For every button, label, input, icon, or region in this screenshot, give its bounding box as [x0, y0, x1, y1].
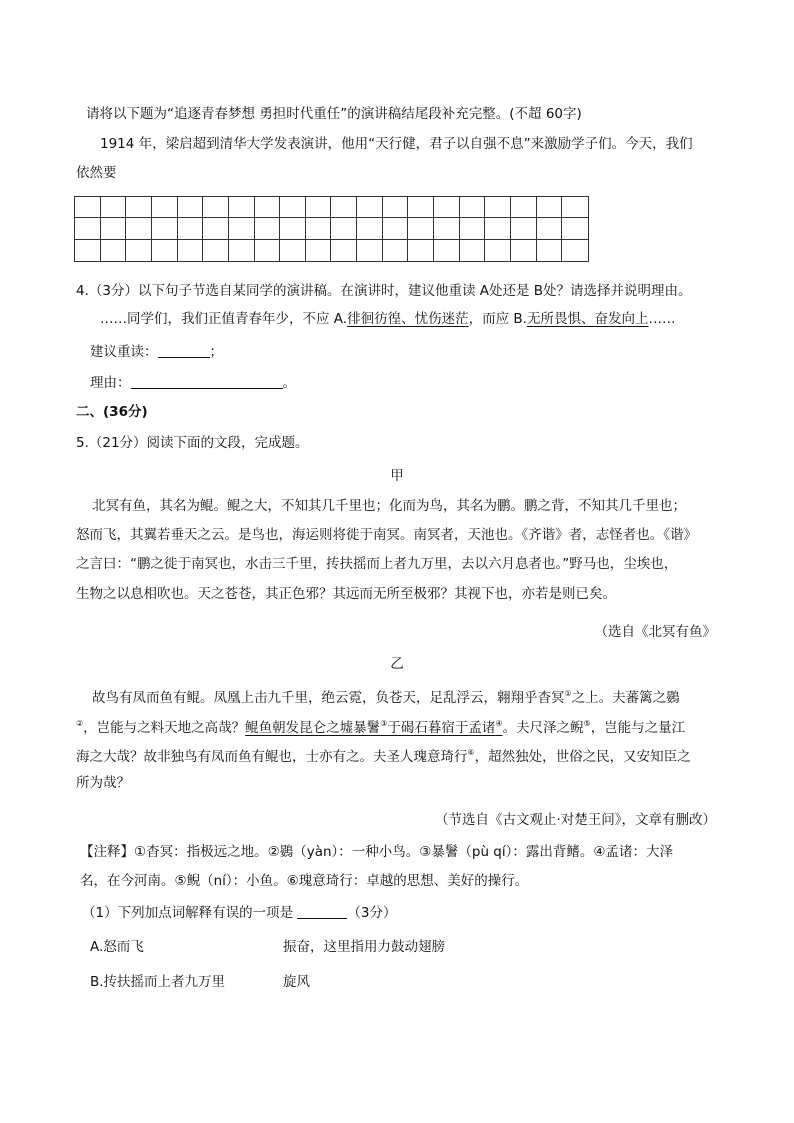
- footnote-ref: ⑥: [467, 748, 475, 757]
- yi-text: 之上。夫蕃篱之鷃: [571, 690, 680, 706]
- grid-cell[interactable]: [511, 218, 537, 239]
- footnote-ref: ④: [495, 719, 503, 728]
- yi-text: ，岂能与之料天地之高哉？: [83, 720, 246, 736]
- q5-stem: 5.（21分）阅读下面的文段，完成题。: [76, 435, 309, 451]
- option-explanation: 振奋，这里指用力鼓动翅膀: [283, 939, 445, 955]
- suggest-line: [90, 343, 223, 361]
- yi-underlined: 于碣石暮宿于孟诸: [387, 720, 496, 736]
- grid-cell[interactable]: [306, 197, 332, 218]
- grid-cell[interactable]: [126, 240, 152, 261]
- q3-context: 1914 年，梁启超到清华大学发表演讲，他用“天行健，君子以自强不息”来激励学子们。今天，我们: [100, 136, 693, 152]
- grid-cell[interactable]: [75, 197, 101, 218]
- answer-blank[interactable]: [297, 906, 347, 919]
- reason-label: 理由：: [90, 375, 131, 391]
- yi-line: [76, 715, 685, 737]
- grid-cell[interactable]: [408, 218, 434, 239]
- grid-cell[interactable]: [75, 240, 101, 261]
- grid-cell[interactable]: [408, 197, 434, 218]
- jia-line: 北冥有鱼，其名为鲲。鲲之大，不知其几千里也；化而为鸟，其名为鹏。鹏之背，不知其几千里也；: [92, 498, 686, 514]
- grid-cell[interactable]: [255, 197, 281, 218]
- yi-line: 所为哉？: [76, 775, 130, 791]
- grid-cell[interactable]: [511, 240, 537, 261]
- sub-question-score: （3分）: [347, 905, 397, 921]
- grid-cell[interactable]: [126, 218, 152, 239]
- section-heading: 二、(36分): [76, 404, 148, 420]
- grid-cell[interactable]: [203, 240, 229, 261]
- grid-cell[interactable]: [101, 218, 127, 239]
- yi-title: 乙: [390, 656, 404, 672]
- sub-question: [82, 904, 396, 922]
- grid-cell[interactable]: [537, 240, 563, 261]
- suggest-blank[interactable]: [158, 345, 210, 358]
- jia-source: （选自《北冥有鱼》: [594, 624, 716, 640]
- grid-cell[interactable]: [537, 218, 563, 239]
- q3-prompt: 请将以下题为“追逐青春梦想 勇担时代重任”的演讲稿结尾段补充完整。(不超 60字): [86, 106, 582, 122]
- grid-cell[interactable]: [485, 240, 511, 261]
- grid-cell[interactable]: [485, 218, 511, 239]
- jia-line: 之言曰：“鹏之徙于南冥也，水击三千里，抟扶摇而上者九万里，去以六月息者也。”野马也，尘埃也，: [76, 556, 678, 572]
- grid-cell[interactable]: [562, 240, 588, 261]
- grid-cell[interactable]: [434, 197, 460, 218]
- grid-cell[interactable]: [357, 197, 383, 218]
- yi-text: 。夫尺泽之鲵: [502, 720, 584, 736]
- option-a: [90, 938, 590, 956]
- grid-cell[interactable]: [229, 218, 255, 239]
- grid-cell[interactable]: [331, 218, 357, 239]
- option-explanation: 旋风: [283, 974, 310, 990]
- notes-line: 【注释】①杳冥：指极远之地。②鷃（yàn）：一种小鸟。③暴鬐（pù qí）：露出背鳍。④孟诸：大泽: [80, 844, 673, 860]
- grid-cell[interactable]: [331, 197, 357, 218]
- grid-cell[interactable]: [280, 218, 306, 239]
- grid-cell[interactable]: [101, 240, 127, 261]
- grid-cell[interactable]: [255, 218, 281, 239]
- grid-cell[interactable]: [562, 218, 588, 239]
- grid-cell[interactable]: [383, 197, 409, 218]
- quote-a: 徘徊彷徨、忧伤迷茫: [347, 311, 469, 327]
- q3-context-cont: 依然要: [76, 165, 117, 181]
- grid-cell[interactable]: [331, 240, 357, 261]
- grid-cell[interactable]: [152, 197, 178, 218]
- q4-quote: [100, 310, 675, 328]
- grid-cell[interactable]: [152, 240, 178, 261]
- grid-cell[interactable]: [434, 218, 460, 239]
- grid-cell[interactable]: [357, 240, 383, 261]
- grid-cell[interactable]: [152, 218, 178, 239]
- grid-cell[interactable]: [229, 240, 255, 261]
- yi-source: （节选自《古文观止·对楚王问》，文章有删改）: [434, 812, 716, 828]
- option-b: [90, 973, 590, 991]
- grid-cell[interactable]: [357, 218, 383, 239]
- grid-cell[interactable]: [280, 240, 306, 261]
- footnote-ref: ③: [380, 719, 388, 728]
- jia-title: 甲: [390, 468, 404, 484]
- yi-text: 故鸟有凤而鱼有鲲。凤凰上击九千里，绝云霓，负苍天，足乱浮云，翱翔乎杳冥: [92, 690, 565, 706]
- quote-mid: ，而应 B.: [468, 311, 527, 327]
- grid-cell[interactable]: [306, 218, 332, 239]
- grid-cell[interactable]: [511, 197, 537, 218]
- quote-b: 无所畏惧、奋发向上: [526, 311, 649, 327]
- grid-cell[interactable]: [178, 218, 204, 239]
- q4-stem: 4.（3分）以下句子节选自某同学的演讲稿。在演讲时，建议他重读 A处还是 B处？请选择并说明理由。: [76, 283, 692, 299]
- grid-cell[interactable]: [434, 240, 460, 261]
- suggest-end: ；: [209, 344, 223, 360]
- grid-cell[interactable]: [203, 218, 229, 239]
- grid-cell[interactable]: [280, 197, 306, 218]
- grid-cell[interactable]: [203, 197, 229, 218]
- footnote-ref: ⑤: [583, 719, 591, 728]
- grid-cell[interactable]: [485, 197, 511, 218]
- yi-underlined: 鲲鱼朝发昆仑之墟暴鬐: [245, 720, 381, 736]
- grid-cell[interactable]: [255, 240, 281, 261]
- option-term: B.抟扶摇而上者九万里: [90, 974, 226, 990]
- grid-cell[interactable]: [306, 240, 332, 261]
- jia-line: 怒而飞，其翼若垂天之云。是鸟也，海运则将徙于南冥。南冥者，天池也。《齐谐》者，志怪者也。《谐》: [76, 527, 697, 543]
- footnote-ref: ②: [76, 719, 84, 728]
- grid-cell[interactable]: [383, 218, 409, 239]
- grid-cell[interactable]: [562, 197, 588, 218]
- writing-grid[interactable]: [74, 196, 589, 262]
- suggest-label: 建议重读：: [90, 344, 158, 360]
- reason-end: 。: [282, 375, 296, 391]
- reason-blank[interactable]: [131, 376, 283, 389]
- yi-text: ，岂能与之量江: [590, 720, 686, 736]
- sub-question-stem: （1）下列加点词解释有误的一项是: [82, 905, 294, 921]
- grid-cell[interactable]: [126, 197, 152, 218]
- grid-cell[interactable]: [75, 218, 101, 239]
- jia-line: 生物之以息相吹也。天之苍苍，其正色邪？其远而无所至极邪？其视下也，亦若是则已矣。: [76, 586, 616, 602]
- footnote-ref: ①: [564, 689, 572, 698]
- quote-post: ……: [648, 311, 676, 327]
- grid-cell[interactable]: [460, 240, 486, 261]
- yi-line: [92, 685, 680, 707]
- quote-pre: ……同学们，我们正值青春年少，不应 A.: [100, 311, 348, 327]
- grid-cell[interactable]: [178, 197, 204, 218]
- grid-cell[interactable]: [408, 240, 434, 261]
- option-term: A.怒而飞: [90, 939, 144, 955]
- reason-line: [90, 374, 296, 392]
- yi-text: 海之大哉？故非独鸟有凤而鱼有鲲也，士亦有之。夫圣人瑰意琦行: [76, 749, 468, 765]
- grid-cell[interactable]: [460, 218, 486, 239]
- grid-cell[interactable]: [178, 240, 204, 261]
- grid-cell[interactable]: [383, 240, 409, 261]
- yi-line: [76, 744, 691, 766]
- grid-cell[interactable]: [460, 197, 486, 218]
- yi-text: ，超然独处，世俗之民，又安知臣之: [474, 749, 691, 765]
- grid-cell[interactable]: [537, 197, 563, 218]
- grid-cell[interactable]: [101, 197, 127, 218]
- grid-cell[interactable]: [229, 197, 255, 218]
- notes-line: 名，在今河南。⑤鲵（ní）：小鱼。⑥瑰意琦行：卓越的思想、美好的操行。: [80, 873, 529, 889]
